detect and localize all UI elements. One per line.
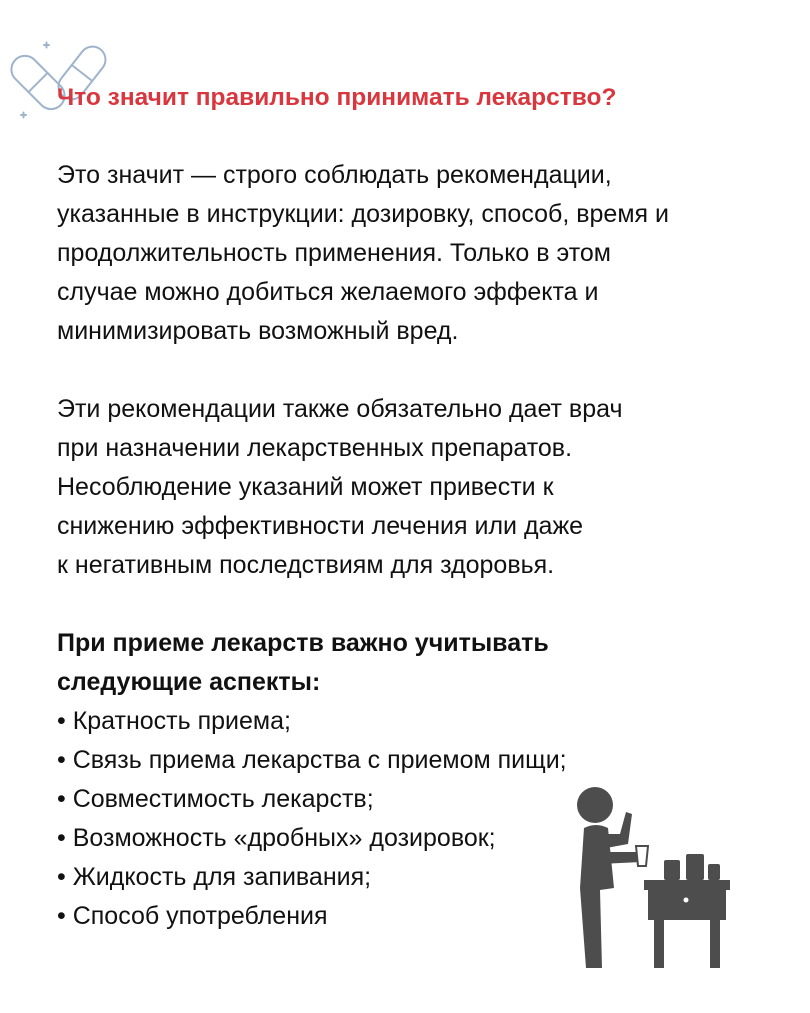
person-taking-medicine-icon [568,784,734,972]
list-item: • Жидкость для запивания; [57,858,567,897]
doctor-paragraph: Эти рекомендации также обязательно дает врач при назначении лекарственных препаратов. Несоблюдение указаний может привести к снижению эффективности лечения или даже к негативным последствиям для здоровья. [57,395,623,579]
list-item: • Способ употребления [57,897,567,936]
list-item: • Связь приема лекарства с приемом пищи; [57,741,567,780]
list-item: • Кратность приема; [57,702,567,741]
intro-paragraph: Это значит — строго соблюдать рекомендации, указанные в инструкции: дозировку, способ, время и продолжительность применения. Только в этом случае можно добиться желаемого эффекта и минимизировать возможный вред. [57,161,669,345]
page-title: Что значит правильно принимать лекарство? [57,84,617,111]
aspects-heading: При приеме лекарств важно учитывать следующие аспекты: [57,629,549,696]
list-item: • Возможность «дробных» дозировок; [57,819,567,858]
list-item: • Совместимость лекарств; [57,780,567,819]
aspects-list [57,702,567,936]
